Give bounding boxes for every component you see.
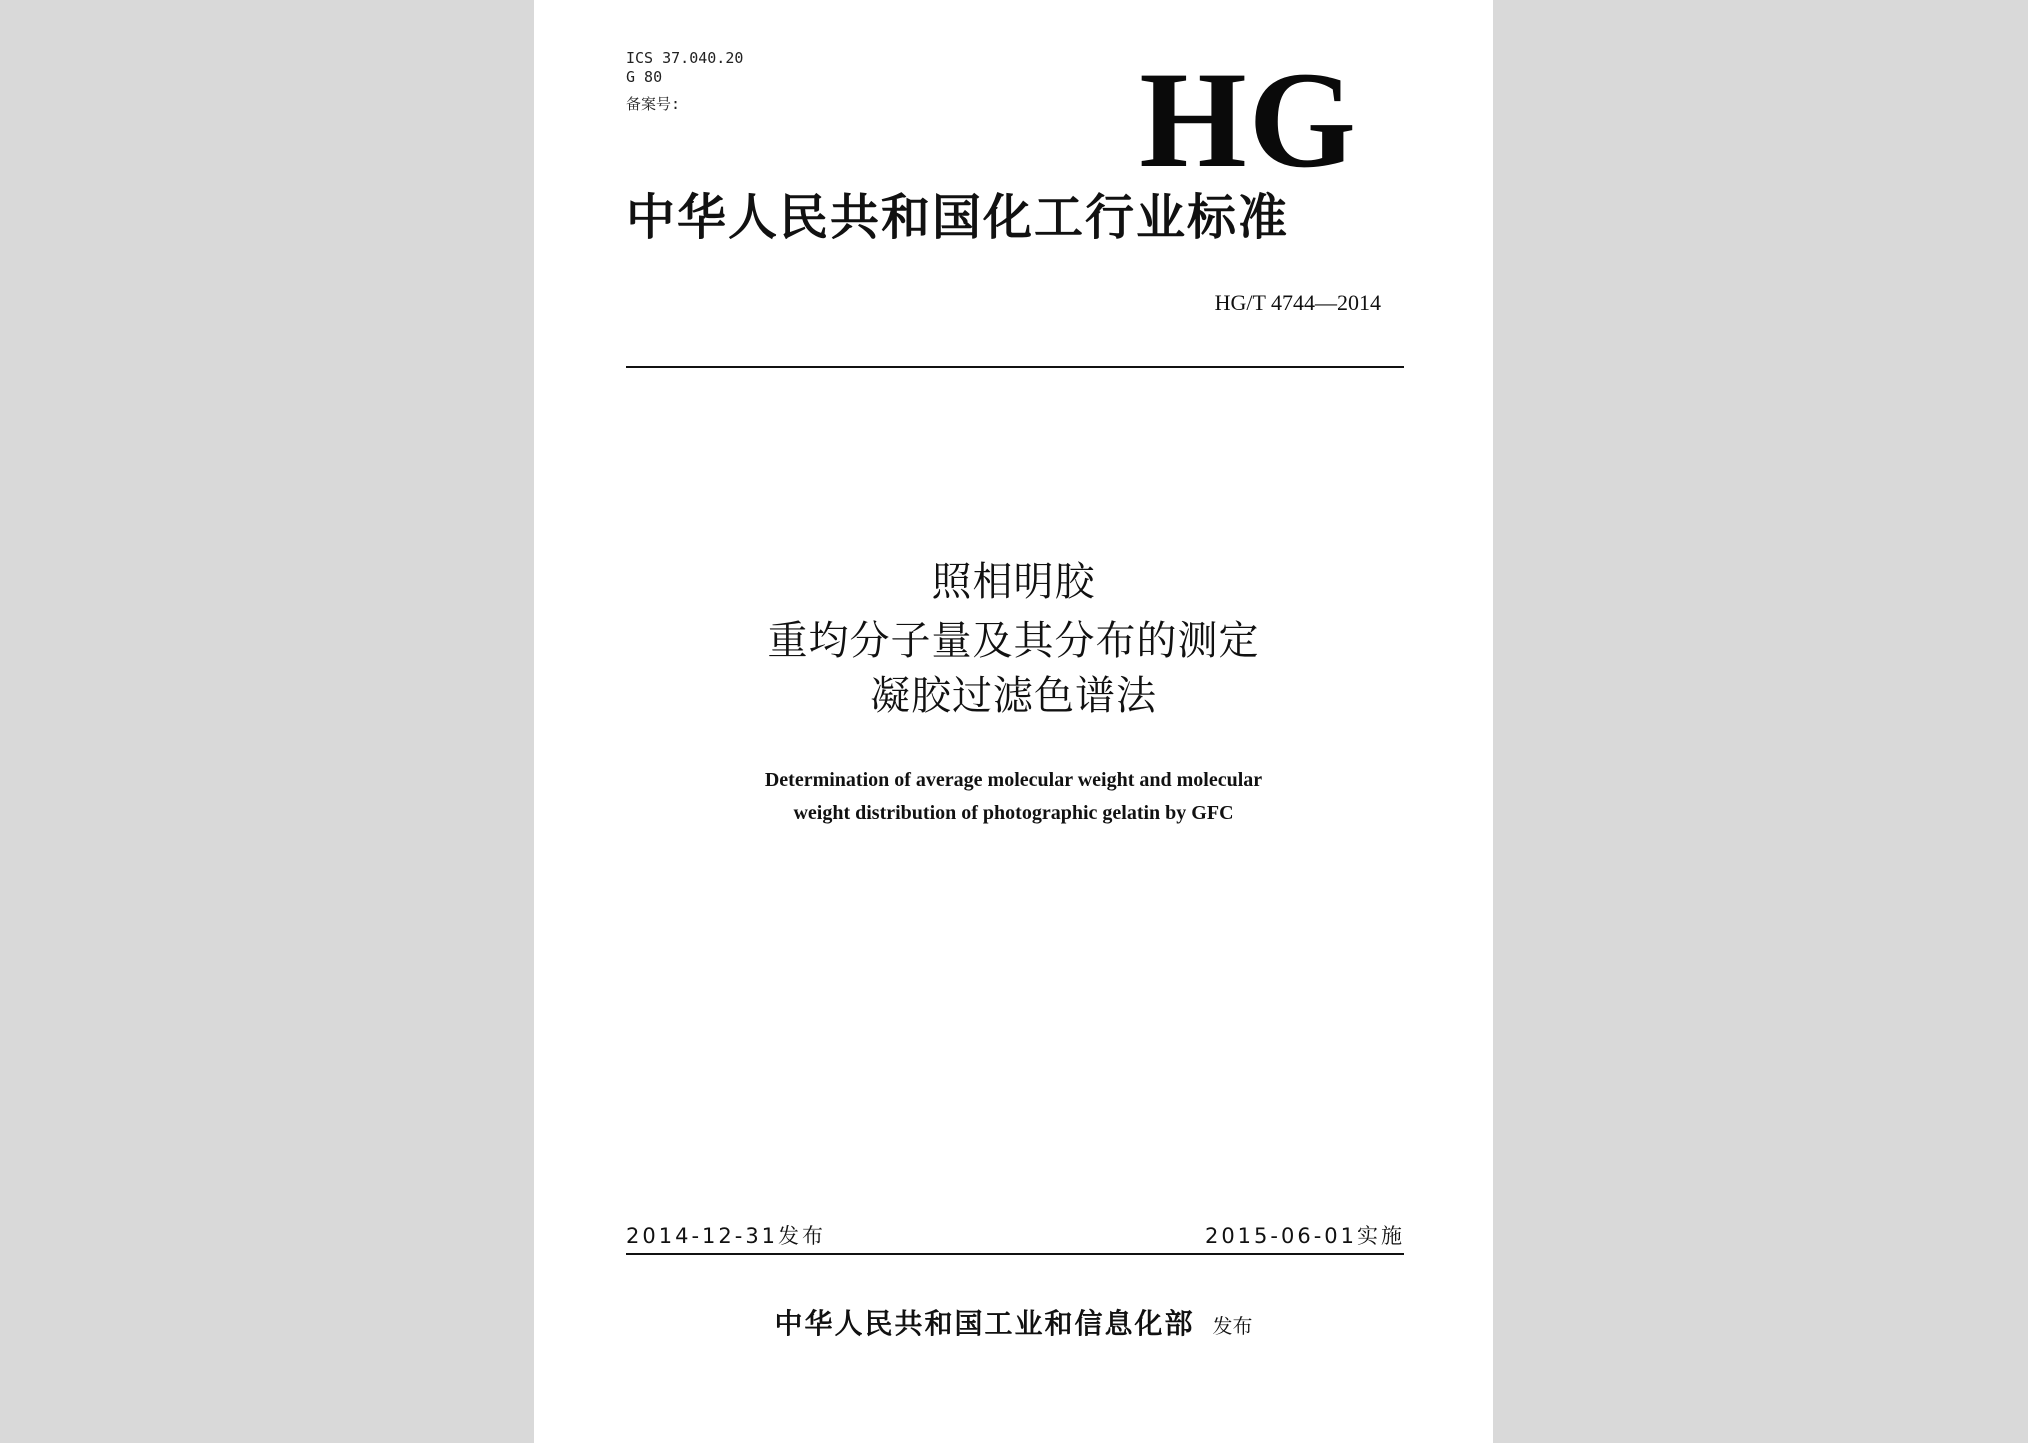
standard-number: HG/T 4744—2014 <box>1214 290 1381 315</box>
title-cn-line1: 照相明胶 <box>931 559 1096 605</box>
ccs-code: G 80 <box>626 68 663 86</box>
title-cn-line3: 凝胶过滤色谱法 <box>870 673 1157 719</box>
title-en-line2: weight distribution of photographic gelatin by GFC <box>793 802 1234 824</box>
title-en-line1: Determination of average molecular weight and molecular <box>764 769 1263 791</box>
publisher-action: 发布 <box>1212 1314 1253 1338</box>
title-cn-line2: 重均分子量及其分布的测定 <box>767 618 1260 664</box>
hg-logo: HG <box>1139 43 1358 196</box>
footer-divider <box>626 1253 1404 1255</box>
ics-code: ICS 37.040.20 <box>626 49 744 67</box>
effective-date: 2015-06-01实施 <box>1204 1224 1405 1248</box>
standard-category-title: 中华人民共和国化工行业标准 <box>626 189 1290 246</box>
publisher-line <box>534 1304 1493 1346</box>
filing-number-label: 备案号: <box>626 95 681 113</box>
publisher-org: 中华人民共和国工业和信息化部 <box>774 1307 1195 1340</box>
header-divider <box>626 366 1404 368</box>
document-page <box>534 0 1493 1443</box>
issue-date: 2014-12-31发布 <box>626 1224 827 1248</box>
